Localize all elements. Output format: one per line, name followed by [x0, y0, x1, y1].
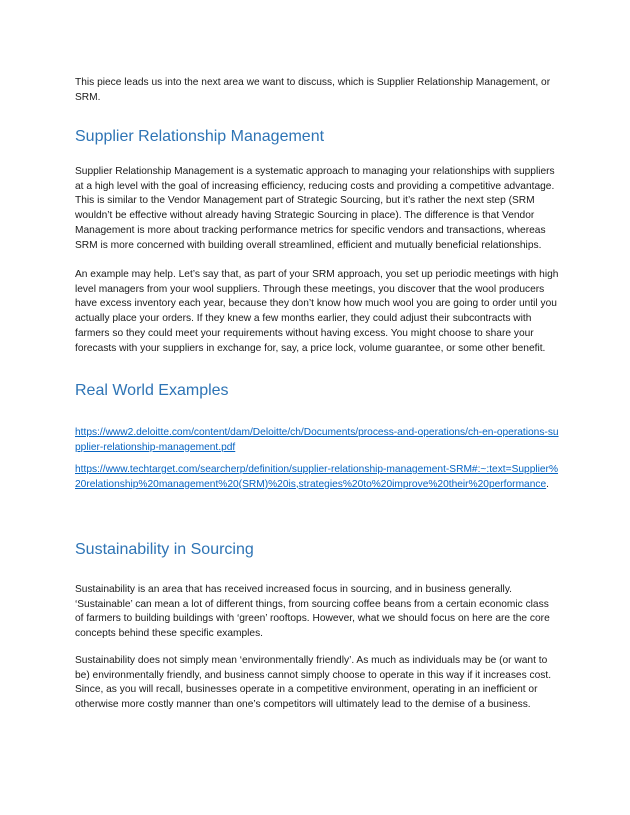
examples-link-2-line: [75, 463, 560, 492]
srm-paragraph-1: Supplier Relationship Management is a systematic approach to managing your relationships with suppliers at a high level with the goal of increasing efficiency, reducing costs and providing a competitive advantage. This is similar to the Vendor Management part of Strategic Sourcing, but it’s rather the next step (SRM wouldn’t be effective without already having Strategic Sourcing in place). The difference is that Vendor Management is more about tracking performance metrics for specific vendors and transactions, whereas SRM is more concerned with building overall streamlined, efficient and mutually beneficial relationships.: [75, 166, 555, 251]
srm-heading: Supplier Relationship Management: [75, 128, 325, 145]
examples-heading: Real World Examples: [75, 382, 229, 399]
examples-link-1-line: [75, 426, 560, 455]
techtarget-link[interactable]: https://www.techtarget.com/searcherp/definition/supplier-relationship-management-SRM#:~:text=Supplier%20relationship%20management%20(SRM)%20is,strategies%20to%20improve%20their%20performance: [75, 464, 559, 490]
deloitte-link[interactable]: https://www2.deloitte.com/content/dam/Deloitte/ch/Documents/process-and-operations/ch-en-operations-supplier-relationship-management.pdf: [75, 427, 559, 453]
intro-paragraph: This piece leads us into the next area we want to discuss, which is Supplier Relationship Management, or SRM.: [75, 77, 551, 103]
sustainability-paragraph-1: Sustainability is an area that has received increased focus in sourcing, and in business generally. ‘Sustainable’ can mean a lot of different things, from sourcing coffee beans from a certain economic class of farmers to building buildings with ‘green’ rooftops. However, what we should focus on here are the core concepts behind these specific examples.: [75, 584, 550, 640]
sustainability-heading: Sustainability in Sourcing: [75, 541, 254, 558]
link-2-period: .: [546, 478, 549, 490]
srm-paragraph-2: An example may help. Let’s say that, as part of your SRM approach, you set up periodic meetings with high level managers from your wool suppliers. Through these meetings, you discover that the wool producers have excess inventory each year, because they don’t know how much wool you are going to order until you actually place your orders. If they knew a few months earlier, they could adjust their subcontracts with farmers so they could meet your requirements without having excess. You might choose to share your forecasts with your suppliers in exchange for, say, a price lock, volume guarantee, or some other benefit.: [75, 269, 559, 354]
sustainability-paragraph-2: Sustainability does not simply mean ‘environmentally friendly’. As much as individuals may be (or want to be) environmentally friendly, and business cannot simply choose to operate in this way if it increases cost. Since, as you will recall, businesses operate in a competitive environment, operating in an inefficient or otherwise more costly manner than one’s competitors will ultimately lead to the demise of a business.: [75, 655, 552, 711]
